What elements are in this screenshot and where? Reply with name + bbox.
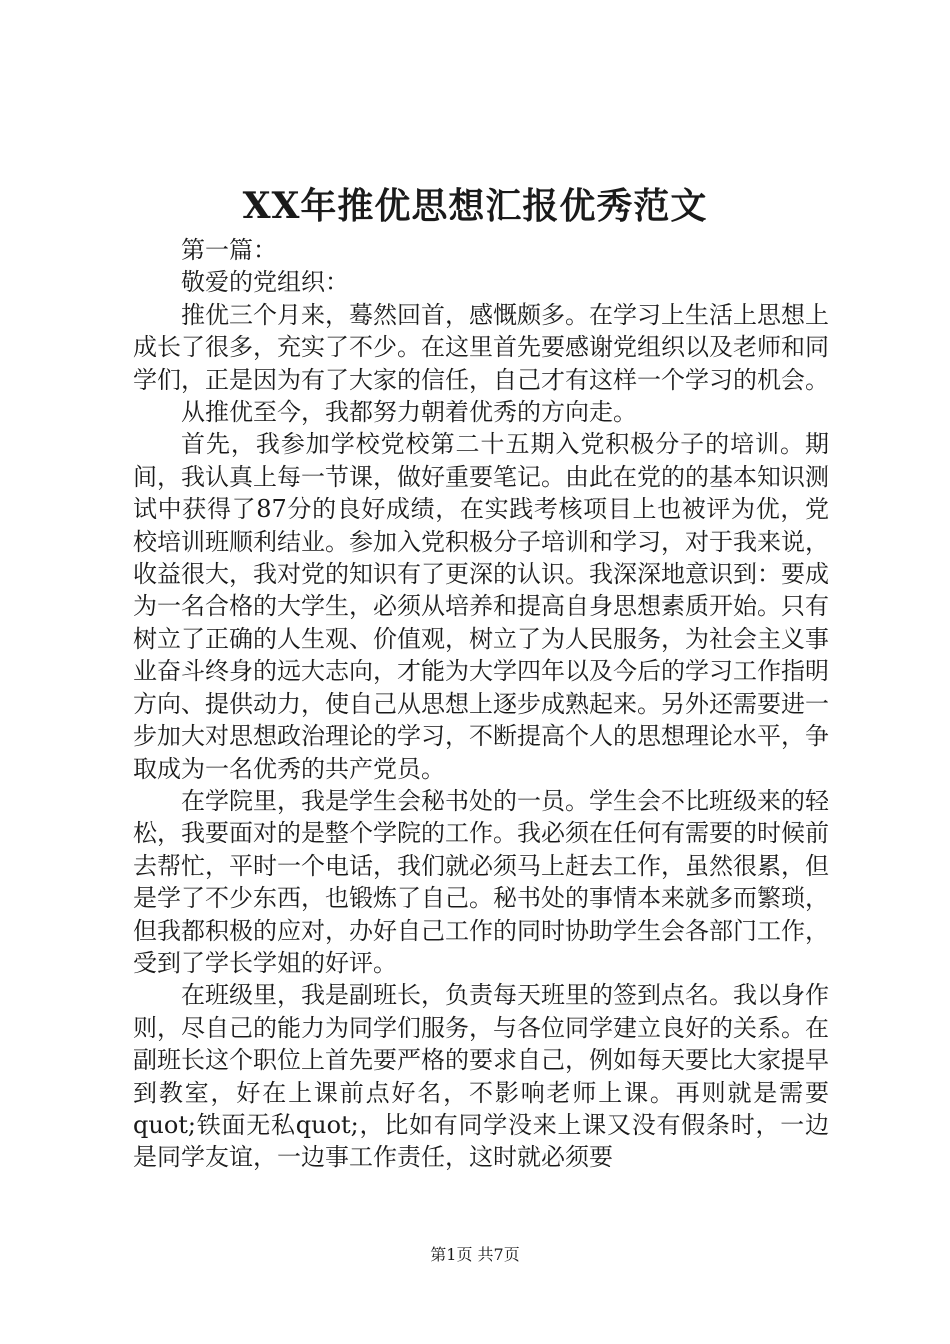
page-footer: 第1页 共7页	[430, 1245, 520, 1264]
paragraph: 在班级里，我是副班长，负责每天班里的签到点名。我以身作则，尽自己的能力为同学们服务，与各位同学建立良好的关系。在副班长这个职位上首先要严格的要求自己，例如每天要比大家提早到教室，好在上课前点好名，不影响老师上课。再则就是需要quot;铁面无私quot;，比如有同学没来上课又没有假条时，一边是同学友谊，一边事工作责任，这时就必须要	[133, 981, 829, 1172]
section-heading: 第一篇：	[181, 236, 277, 264]
document-body	[133, 234, 829, 1174]
paragraph: 推优三个月来，蓦然回首，感慨颇多。在学习上生活上思想上成长了很多，充实了不少。在这里首先要感谢党组织以及老师和同学们，正是因为有了大家的信任，自己才有这样一个学习的机会。	[133, 300, 829, 394]
document-title: XX年推优思想汇报优秀范文	[242, 185, 708, 227]
paragraph: 从推优至今，我都努力朝着优秀的方向走。	[181, 398, 637, 427]
paragraph: 在学院里，我是学生会秘书处的一员。学生会不比班级来的轻松，我要面对的是整个学院的工作。我必须在任何有需要的时候前去帮忙，平时一个电话，我们就必须马上赶去工作，虽然很累，但是学了不少东西，也锻炼了自己。秘书处的事情本来就多而繁琐，但我都积极的应对，办好自己工作的同时协助学生会各部门工作，受到了学长学姐的好评。	[133, 786, 829, 977]
salutation: 敬爱的党组织：	[181, 268, 349, 297]
paragraph: 首先，我参加学校党校第二十五期入党积极分子的培训。期间，我认真上每一节课，做好重要笔记。由此在党的的基本知识测试中获得了87分的良好成绩，在实践考核项目上也被评为优，党校培训班顺利结业。参加入党积极分子培训和学习，对于我来说，收益很大，我对党的知识有了更深的认识。我深深地意识到：要成为一名合格的大学生，必须从培养和提高自身思想素质开始。只有树立了正确的人生观、价值观，树立了为人民服务，为社会主义事业奋斗终身的远大志向，才能为大学四年以及今后的学习工作指明方向、提供动力，使自己从思想上逐步成熟起来。另外还需要进一步加大对思想政治理论的学习，不断提高个人的思想理论水平，争取成为一名优秀的共产党员。	[133, 430, 829, 783]
